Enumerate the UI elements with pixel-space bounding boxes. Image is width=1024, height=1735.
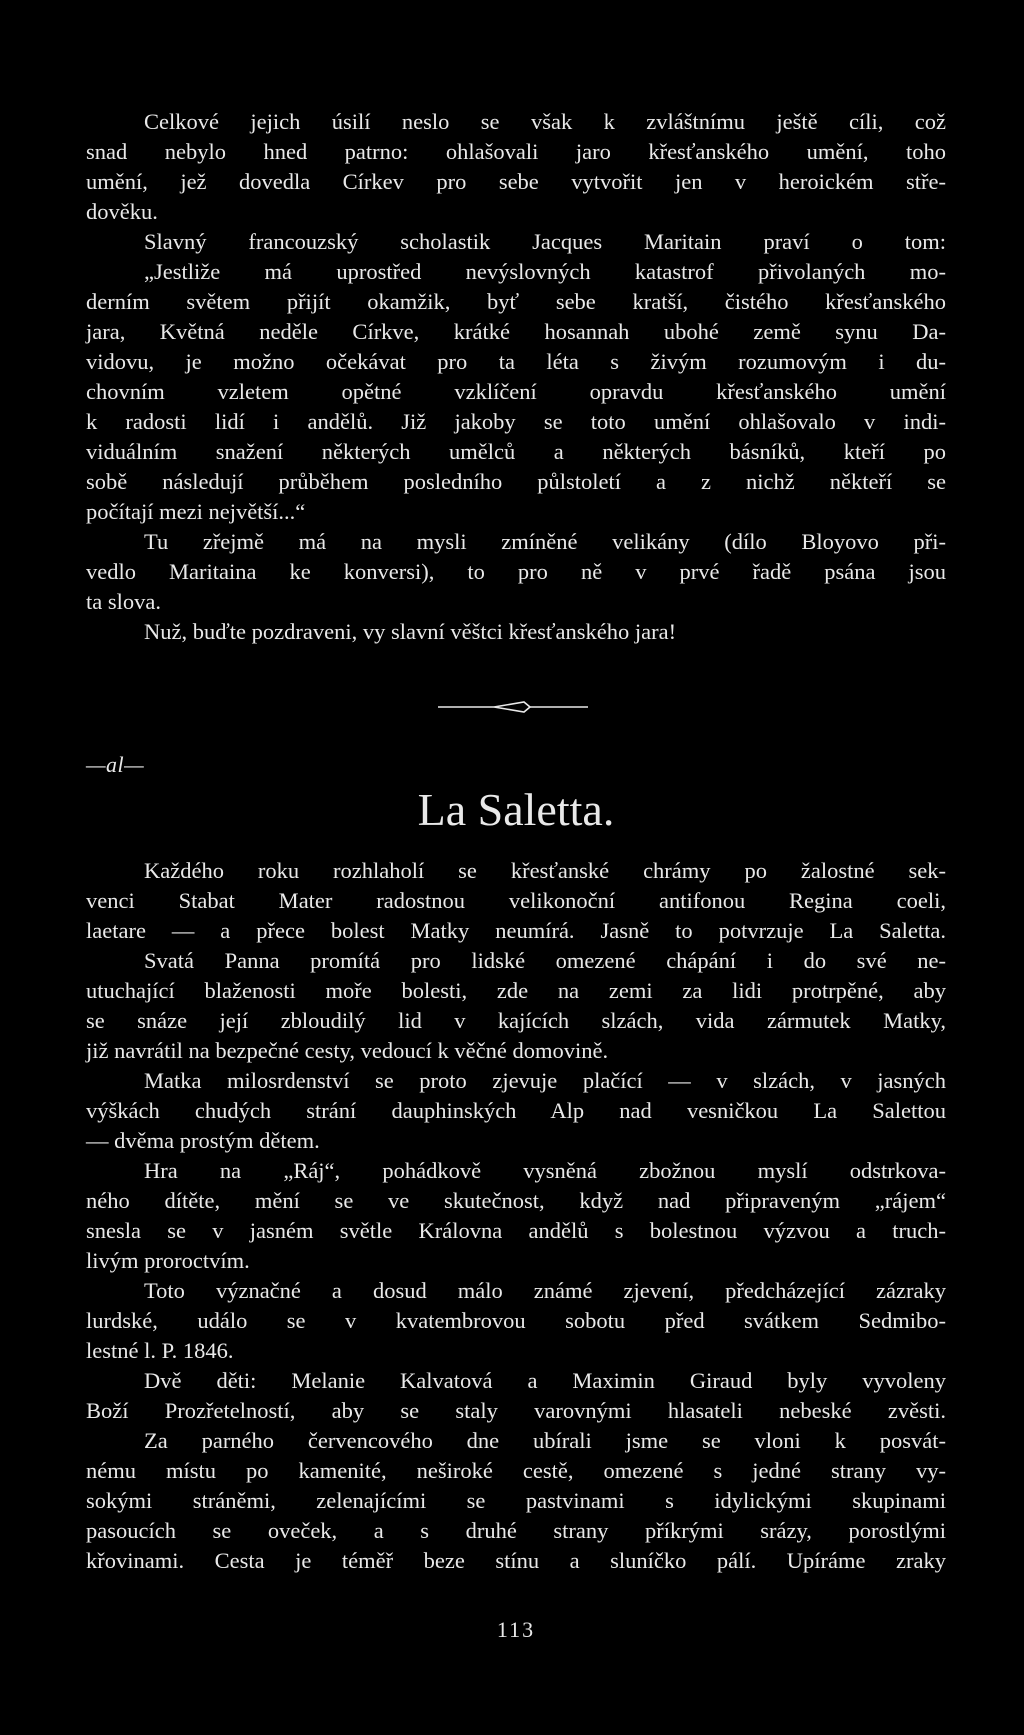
text-line: utuchající blaženosti moře bolesti, zde na zemi za lidi protrpěné, aby — [86, 978, 946, 1003]
text-line: snad nebylo hned patrno: ohlašovali jaro křesťanského umění, toho — [86, 139, 946, 164]
text-line: Toto význačné a dosud málo známé zjevení, předcházející zázraky — [144, 1278, 946, 1303]
text-line: již navrátil na bezpečné cesty, vedoucí k věčné domovině. — [86, 1038, 609, 1063]
text-line: chovním vzletem opětné vzklíčení opravdu křesťanského umění — [86, 379, 946, 404]
text-line: sokými stráněmi, zelenajícími se pastvinami s idylickými skupinami — [86, 1488, 946, 1513]
author-signature: —al— — [86, 752, 145, 777]
text-line: se snáze její zbloudilý lid v kajících slzách, vida zármutek Matky, — [86, 1008, 946, 1033]
text-line: Svatá Panna promítá pro lidské omezené chápání i do své ne- — [144, 948, 946, 973]
text-line: Boží Prozřetelností, aby se staly varovnými hlasateli nebeské zvěsti. — [86, 1398, 946, 1423]
text-line: derním světem přijít okamžik, byť sebe kratší, čistého křesťanského — [86, 289, 946, 314]
text-line: lestné l. P. 1846. — [86, 1338, 234, 1363]
text-line: dověku. — [86, 199, 158, 224]
text-line: Celkové jejich úsilí neslo se však k zvláštnímu ještě cíli, což — [144, 109, 946, 134]
text-line: počítají mezi největší...“ — [86, 499, 306, 524]
text-block-intro — [86, 107, 946, 647]
text-line: k radosti lidí i andělů. Již jakoby se toto umění ohlašovalo v indi- — [86, 409, 946, 434]
text-line: livým proroctvím. — [86, 1248, 250, 1273]
text-line: Matka milosrdenství se proto zjevuje plačící — v slzách, v jasných — [144, 1068, 946, 1093]
text-line: — dvěma prostým dětem. — [86, 1128, 320, 1153]
text-line: Tu zřejmě má na mysli zmíněné velikány (dílo Bloyovo při- — [144, 529, 946, 554]
text-line: venci Stabat Mater radostnou velikonoční antifonou Regina coeli, — [86, 888, 946, 913]
text-line: výškách chudých strání dauphinských Alp nad vesničkou La Salettou — [86, 1098, 946, 1123]
text-line: křovinami. Cesta je téměř beze stínu a sluníčko pálí. Upíráme zraky — [86, 1548, 946, 1573]
ornament-divider — [438, 698, 588, 716]
text-line: sobě následují průběhem posledního půlstoletí a z nichž někteří se — [86, 469, 946, 494]
text-line: lurdské, událo se v kvatembrovou sobotu před svátkem Sedmibo- — [86, 1308, 946, 1333]
text-line: laetare — a přece bolest Matky neumírá. Jasně to potvrzuje La Saletta. — [86, 918, 946, 943]
text-line: snesla se v jasném světle Královna andělů s bolestnou výzvou a truch- — [86, 1218, 946, 1243]
text-line: vidovu, je možno očekávat pro ta léta s živým rozumovým i du- — [86, 349, 946, 374]
text-line: Hra na „Ráj“, pohádkově vysněná zbožnou myslí odstrkova- — [144, 1158, 946, 1183]
text-line: „Jestliže má uprostřed nevýslovných katastrof přivolaných mo- — [144, 259, 946, 284]
page-number: 113 — [496, 1617, 536, 1642]
text-line: Dvě děti: Melanie Kalvatová a Maximin Giraud byly vyvoleny — [144, 1368, 946, 1393]
text-line: pasoucích se oveček, a s druhé strany příkrými srázy, porostlými — [86, 1518, 946, 1543]
text-block-la-saletta — [86, 856, 946, 1576]
text-line: nému místu po kamenité, neširoké cestě, omezené s jedné strany vy- — [86, 1458, 946, 1483]
text-line: Nuž, buďte pozdraveni, vy slavní věštci křesťanského jara! — [144, 619, 677, 644]
text-line: viduálním snažení některých umělců a některých básníků, kteří po — [86, 439, 946, 464]
text-line: Každého roku rozhlaholí se křesťanské chrámy po žalostné sek- — [144, 858, 946, 883]
text-line: ného dítěte, mění se ve skutečnost, když nad připraveným „rájem“ — [86, 1188, 946, 1213]
article-title: La Saletta. — [417, 784, 615, 835]
text-line: umění, jež dovedla Církev pro sebe vytvořit jen v heroickém stře- — [86, 169, 946, 194]
text-line: Slavný francouzský scholastik Jacques Maritain praví o tom: — [144, 229, 946, 254]
text-line: vedlo Maritaina ke konversi), to pro ně v prvé řadě psána jsou — [86, 559, 946, 584]
text-line: Za parného červencového dne ubírali jsme se vloni k posvát- — [144, 1428, 946, 1453]
text-line: jara, Květná neděle Církve, krátké hosannah ubohé země synu Da- — [86, 319, 946, 344]
text-line: ta slova. — [86, 589, 161, 614]
